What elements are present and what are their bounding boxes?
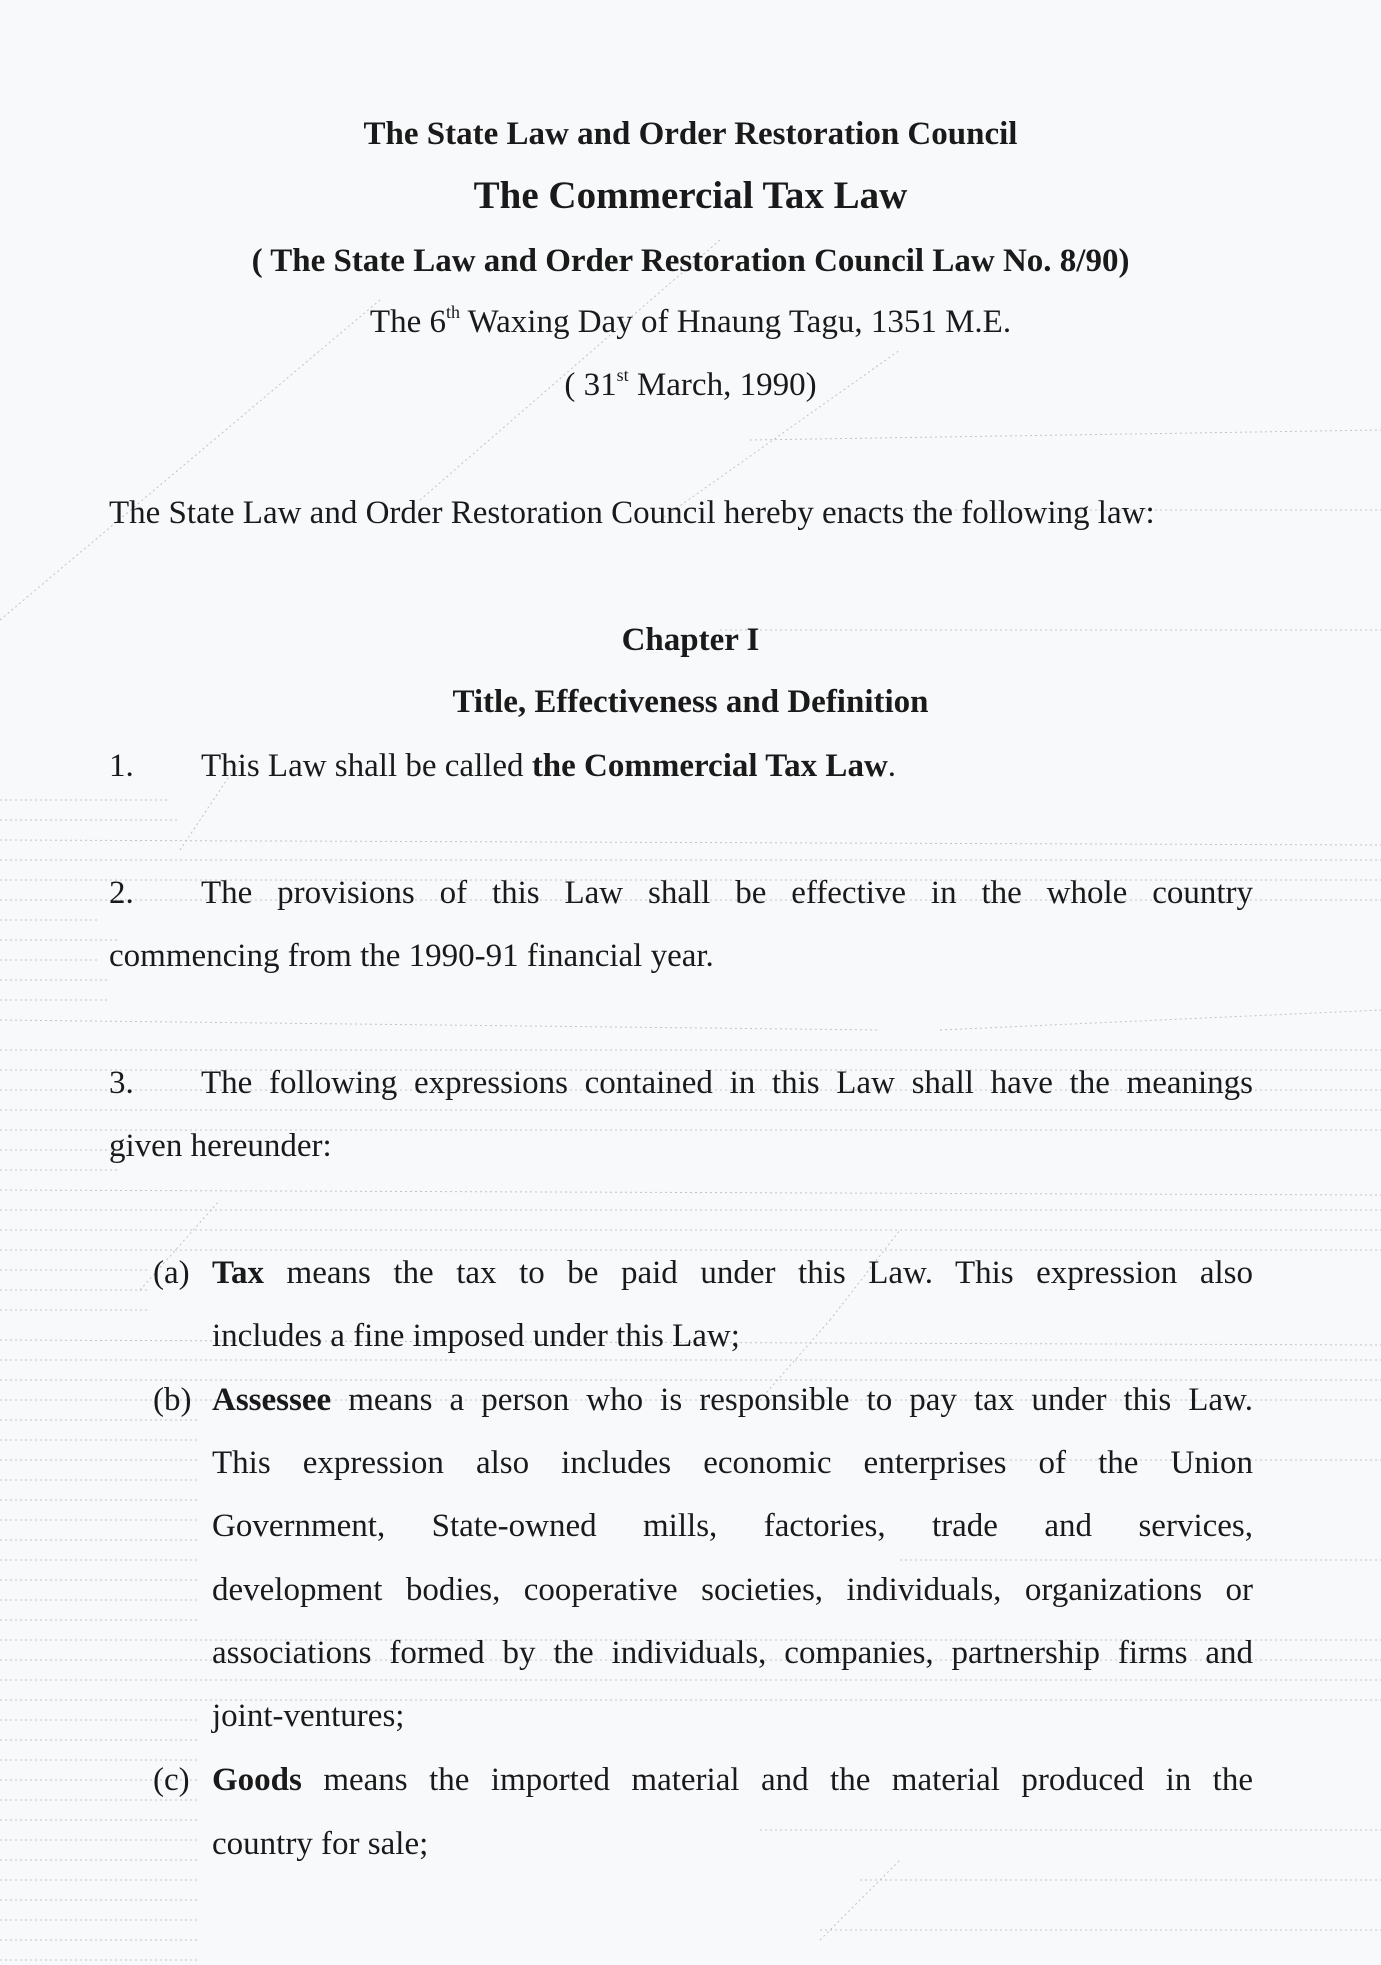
- definition-label: (c): [153, 1762, 190, 1798]
- definition-label: (b): [153, 1382, 192, 1418]
- section-3-line-1: The following expressions contained in this Law shall have the meanings: [201, 1065, 1253, 1101]
- enactment-clause: The State Law and Order Restoration Council hereby enacts the following law:: [109, 495, 1155, 531]
- definition-c-line-1-rest: means the imported material and the material produced in the: [301, 1762, 1253, 1798]
- section-number: 2.: [109, 875, 134, 911]
- definition-a-line-1: [212, 1257, 1253, 1290]
- section-3-line-2: given hereunder:: [109, 1128, 332, 1164]
- section-1-text-pre: This Law shall be called: [201, 748, 532, 784]
- definition-b-line-1-rest: means a person who is responsible to pay tax under this Law.: [331, 1382, 1253, 1418]
- date-myanmar: [0, 302, 1381, 340]
- date-gregorian-pre: ( 31: [564, 367, 617, 403]
- date-gregorian-post: March, 1990): [628, 367, 817, 403]
- law-title: The Commercial Tax Law: [473, 174, 908, 217]
- chapter-title: Title, Effectiveness and Definition: [452, 684, 929, 720]
- section-number: 3.: [109, 1065, 134, 1101]
- chapter-number: Chapter I: [621, 622, 760, 658]
- date-myanmar-sup: th: [445, 302, 460, 322]
- section-number: 1.: [109, 748, 134, 784]
- definition-b-line-3: Government, State-owned mills, factories, trade and services,: [212, 1508, 1253, 1544]
- definition-b-line-5: associations formed by the individuals, companies, partnership firms and: [212, 1635, 1253, 1671]
- definition-term: Assessee: [212, 1382, 332, 1418]
- section-2-line-2: commencing from the 1990-91 financial year.: [109, 938, 714, 974]
- date-gregorian-sup: st: [616, 365, 629, 385]
- definition-c-line-2: country for sale;: [212, 1826, 429, 1862]
- date-gregorian: [0, 365, 1381, 403]
- date-myanmar-pre: The 6: [369, 304, 446, 340]
- law-number: ( The State Law and Order Restoration Council Law No. 8/90): [251, 243, 1130, 279]
- definition-a-line-1-rest: means the tax to be paid under this Law. This expression also: [263, 1255, 1253, 1291]
- section-1-text: [201, 750, 896, 783]
- section-1-text-bold: the Commercial Tax Law: [531, 748, 888, 784]
- section-1-text-post: .: [887, 748, 897, 784]
- definition-b-line-4: development bodies, cooperative societies, individuals, organizations or: [212, 1572, 1253, 1608]
- council-heading: The State Law and Order Restoration Council: [363, 116, 1018, 152]
- definition-b-line-6: joint-ventures;: [212, 1698, 405, 1734]
- section-2-line-1: The provisions of this Law shall be effective in the whole country: [201, 875, 1253, 911]
- definition-c-line-1: [212, 1764, 1253, 1797]
- definition-b-line-1: [212, 1384, 1253, 1417]
- date-myanmar-post: Waxing Day of Hnaung Tagu, 1351 M.E.: [460, 304, 1012, 340]
- definition-label: (a): [153, 1255, 190, 1291]
- definition-a-line-2: includes a fine imposed under this Law;: [212, 1318, 740, 1354]
- definition-term: Goods: [212, 1762, 302, 1798]
- definition-b-line-2: This expression also includes economic enterprises of the Union: [212, 1445, 1253, 1481]
- definition-term: Tax: [212, 1255, 264, 1291]
